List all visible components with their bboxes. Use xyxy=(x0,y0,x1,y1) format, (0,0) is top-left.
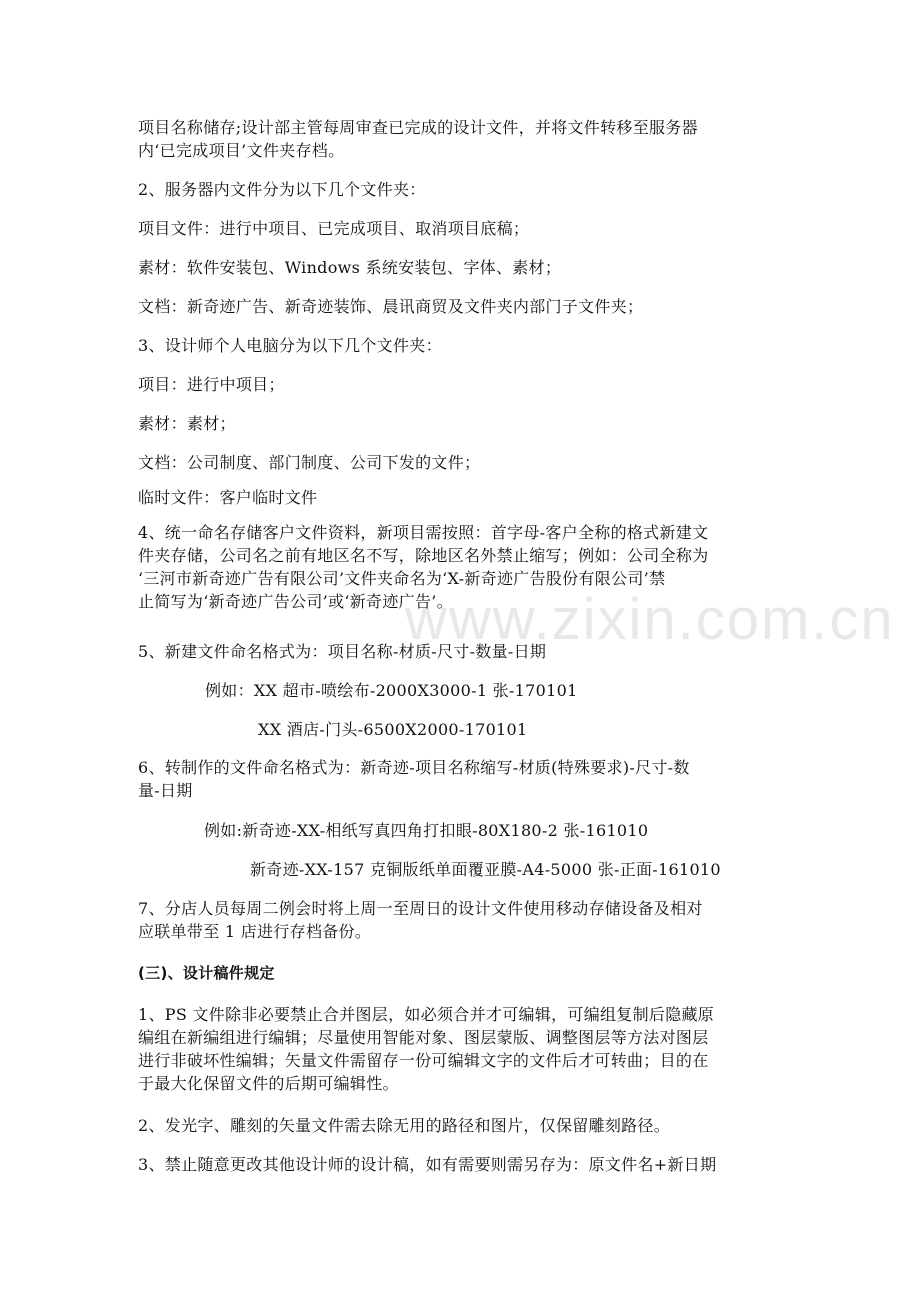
paragraph-new-file-format xyxy=(138,640,788,663)
text-line: 量-日期 xyxy=(138,781,193,800)
text-line: 应联单带至 1 店进行存档备份。 xyxy=(138,922,372,941)
text-line: 素材：软件安装包、Windows 系统安装包、字体、素材； xyxy=(138,258,562,277)
text-line: 编组在新编组进行编辑；尽量使用智能对象、图层蒙版、调整图层等方法对图层 xyxy=(138,1028,709,1047)
text-line: 临时文件：客户临时文件 xyxy=(138,488,318,507)
text-line: 内‘已完成项目’文件夹存档。 xyxy=(138,141,345,160)
text-line: 项目名称储存;设计部主管每周审查已完成的设计文件，并将文件转移至服务器 xyxy=(138,118,698,137)
text-line: 2、服务器内文件分为以下几个文件夹： xyxy=(138,180,426,199)
text-line: 3、禁止随意更改其他设计师的设计稿，如有需要则需另存为：原文件名+新日期 xyxy=(138,1155,717,1174)
text-line: 件夹存储，公司名之前有地区名不写，除地区名外禁止缩写；例如：公司全称为 xyxy=(138,546,709,565)
watermark: www.zixin.com.cn xyxy=(405,587,895,652)
example-line xyxy=(250,858,810,881)
text-line: 文档：公司制度、部门制度、公司下发的文件； xyxy=(138,453,481,472)
example-line xyxy=(204,819,824,842)
text-line: ‘三河市新奇迹广告有限公司’文件夹命名为‘X-新奇迹广告股份有限公司’禁 xyxy=(138,569,666,588)
paragraph-pc-projects xyxy=(138,373,788,396)
paragraph-pc-materials xyxy=(138,412,788,435)
section-heading xyxy=(138,962,788,985)
paragraph-vector-rules xyxy=(138,1114,788,1137)
text-line: 1、PS 文件除非必要禁止合并图层，如必须合并才可编辑，可编组复制后隐藏原 xyxy=(138,1005,715,1024)
text-line: 进行非破坏性编辑；矢量文件需留存一份可编辑文字的文件后才可转曲；目的在 xyxy=(138,1051,709,1070)
paragraph-edit-rules xyxy=(138,1153,788,1176)
text-line: 项目文件：进行中项目、已完成项目、取消项目底稿； xyxy=(138,219,530,238)
paragraph-project-files xyxy=(138,217,788,240)
text-line: 例如：XX 超市-喷绘布-2000X3000-1 张-170101 xyxy=(205,681,578,700)
text-line: 文档：新奇迹广告、新奇迹装饰、晨讯商贸及文件夹内部门子文件夹； xyxy=(138,297,644,316)
text-line: 于最大化保留文件的后期可编辑性。 xyxy=(138,1074,399,1093)
text-line: XX 酒店-门头-6500X2000-170101 xyxy=(258,720,528,739)
paragraph-production-file-format xyxy=(138,756,788,802)
text-line: 项目：进行中项目； xyxy=(138,375,285,394)
text-line: 新奇迹-XX-157 克铜版纸单面覆亚膜-A4-5000 张-正面-161010 xyxy=(250,860,721,879)
example-line xyxy=(258,718,798,741)
paragraph-materials xyxy=(138,256,788,279)
paragraph-server-folders xyxy=(138,178,788,201)
text-line: 2、发光字、雕刻的矢量文件需去除无用的路径和图片，仅保留雕刻路径。 xyxy=(138,1116,671,1135)
paragraph-pc-documents xyxy=(138,451,788,474)
example-line xyxy=(205,679,805,702)
paragraph-documents xyxy=(138,295,788,318)
text-line: 素材：素材； xyxy=(138,414,236,433)
heading-text: (三)、设计稿件规定 xyxy=(138,964,275,982)
text-line: 4、统一命名存储客户文件资料，新项目需按照：首字母-客户全称的格式新建文 xyxy=(138,523,709,542)
paragraph-naming-rules xyxy=(138,521,788,613)
text-line: 7、分店人员每周二例会时将上周一至周日的设计文件使用移动存储设备及相对 xyxy=(138,899,703,918)
paragraph-project-storage xyxy=(138,116,788,162)
text-line: 3、设计师个人电脑分为以下几个文件夹： xyxy=(138,336,442,355)
paragraph-branch-backup xyxy=(138,897,788,943)
paragraph-temp-files xyxy=(138,486,788,509)
text-line: 5、新建文件命名格式为：项目名称-材质-尺寸-数量-日期 xyxy=(138,642,547,661)
text-line: 6、转制作的文件命名格式为：新奇迹-项目名称缩写-材质(特殊要求)-尺寸-数 xyxy=(138,758,690,777)
paragraph-pc-folders xyxy=(138,334,788,357)
text-line: 止简写为‘新奇迹广告公司’或‘新奇迹广告’。 xyxy=(138,592,453,611)
paragraph-ps-rules xyxy=(138,1003,788,1095)
text-line: 例如:新奇迹-XX-相纸写真四角打扣眼-80X180-2 张-161010 xyxy=(204,821,649,840)
